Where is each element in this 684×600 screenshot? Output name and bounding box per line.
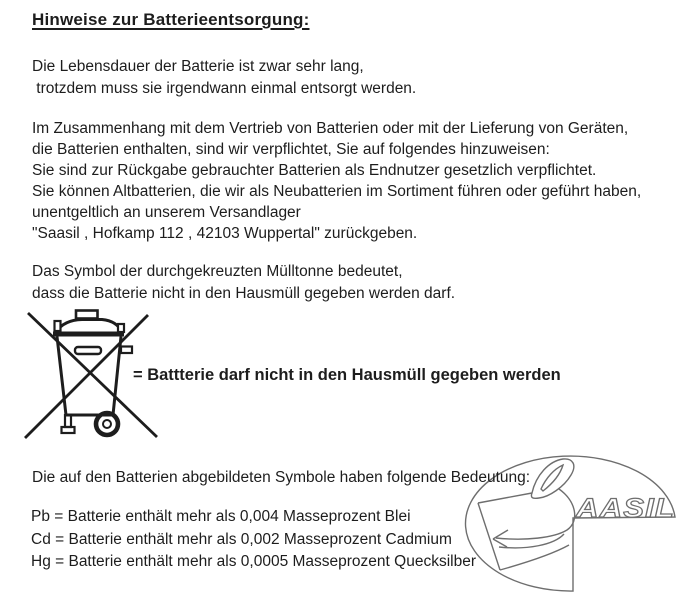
wheeled-bin xyxy=(53,311,132,436)
text-line: Sie können Altbatterien, die wir als Neubatterien im Sortiment führen oder geführt haben, xyxy=(32,183,642,200)
bin-left-leg xyxy=(65,415,71,427)
text-line: trotzdem muss sie irgendwann einmal entsorgt werden. xyxy=(32,80,417,97)
logo-ribbon-belly-inner xyxy=(499,534,564,548)
text-line: die Batterien enthalten, sind wir verpflichtet, Sie auf folgendes hinzuweisen: xyxy=(32,141,550,158)
paragraph-obligation xyxy=(32,118,641,244)
bin-right-hinge xyxy=(118,324,124,332)
bin-lid xyxy=(56,320,122,333)
symbol-item-hg: Hg = Batterie enthält mehr als 0,0005 Masseprozent Quecksilber xyxy=(31,553,476,570)
symbols-list xyxy=(31,506,476,574)
bin-slot xyxy=(75,347,101,354)
logo-ribbon-top-edge xyxy=(478,493,532,503)
logo-ribbon-leaf xyxy=(531,459,573,498)
bin-left-hinge xyxy=(55,321,61,331)
paragraph-lifespan xyxy=(32,56,416,100)
page-title: Hinweise zur Batterieentsorgung: xyxy=(32,10,310,29)
symbol-item-pb: Pb = Batterie enthält mehr als 0,004 Masseprozent Blei xyxy=(31,508,411,525)
symbol-item-cd: Cd = Batterie enthält mehr als 0,002 Masseprozent Cadmium xyxy=(31,530,452,548)
text-line: dass die Batterie nicht in den Hausmüll gegeben werden darf. xyxy=(32,285,456,302)
bin-left-foot xyxy=(62,427,75,433)
bin-wheel-hub xyxy=(103,420,111,428)
bin-side-tab xyxy=(121,347,132,354)
paragraph-symbol-meaning xyxy=(32,261,455,305)
bin-lid-handle xyxy=(76,311,98,319)
text-line: Das Symbol der durchgekreuzten Mülltonne bedeutet, xyxy=(32,263,403,280)
symbols-intro: Die auf den Batterien abgebildeten Symbole haben folgende Bedeutung: xyxy=(32,469,531,486)
logo-ribbon-bottom-edge xyxy=(500,545,569,570)
text-line: Sie sind zur Rückgabe gebrauchter Batterien als Endnutzer gesetzlich verpflichtet. xyxy=(32,162,597,179)
text-line: unentgeltlich an unserem Versandlager xyxy=(32,204,301,221)
text-line: Im Zusammenhang mit dem Vertrieb von Batterien oder mit der Lieferung von Geräten, xyxy=(32,120,629,137)
logo-wordmark: AASIL xyxy=(574,493,675,523)
bin-caption: = Battterie darf nicht in den Hausmüll gegeben werden xyxy=(133,366,561,384)
text-line: Die Lebensdauer der Batterie ist zwar sehr lang, xyxy=(32,58,364,75)
return-address-line: "Saasil , Hofkamp 112 , 42103 Wuppertal" zurückgeben. xyxy=(32,225,418,242)
